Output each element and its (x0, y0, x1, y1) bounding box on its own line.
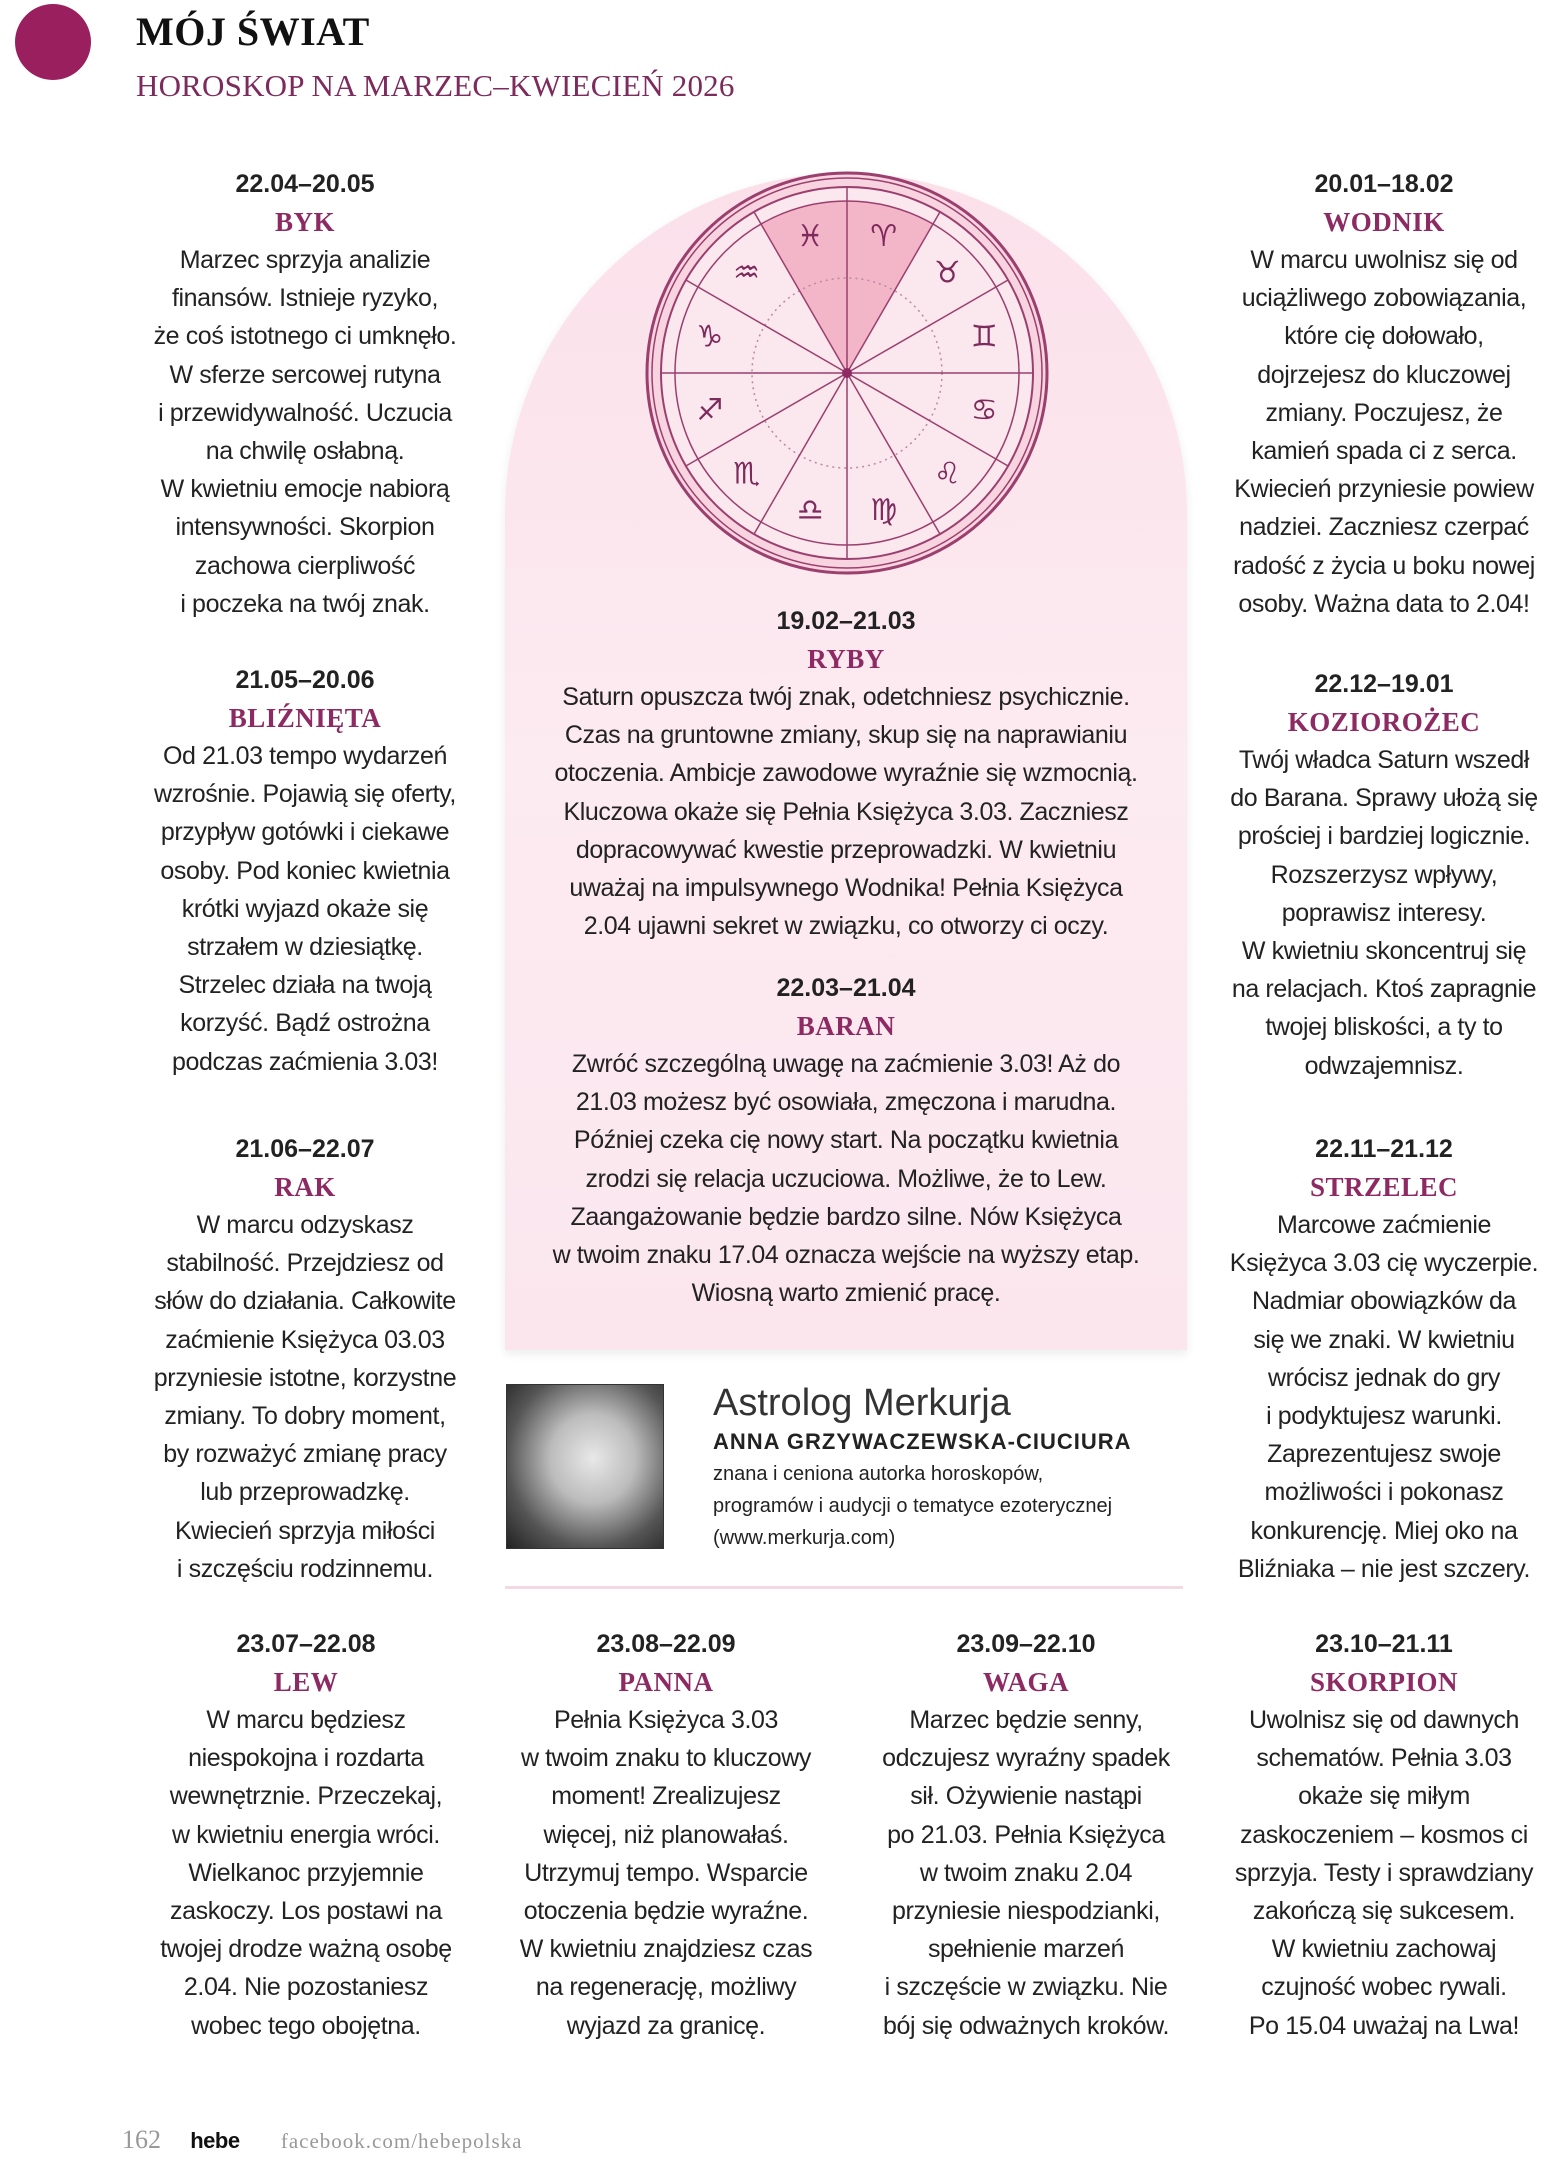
horoscope-ryby (516, 602, 1176, 945)
section-badge (15, 4, 91, 80)
sign-date: 23.07–22.08 (236, 1630, 376, 1658)
sign-name: RAK (274, 1172, 336, 1202)
author-box (713, 1380, 1132, 1554)
sign-name: BLIŹNIĘTA (228, 703, 382, 733)
horoscope-skorpion (1194, 1625, 1550, 2045)
horoscope-wodnik (1184, 165, 1550, 623)
horoscope-waga (841, 1625, 1211, 2045)
zodiac-sign-icon: ♋︎ (970, 392, 998, 428)
zodiac-sign-icon: ♌︎ (933, 456, 961, 492)
sign-text: Marzec sprzyja analizie finansów. Istnieje ryzyko, że coś istotnego ci umknęło. W sferze sercowej rutyna i przewidywalność. Uczucia na chwilę osłabną. W kwietniu emocje nabiorą intensywności. Skorpion zachowa cierpliwość i poczeka na twój znak. (153, 246, 457, 618)
zodiac-sign-icon: ♊︎ (970, 319, 998, 355)
sign-text: Marcowe zaćmienie Księżyca 3.03 cię wyczerpie. Nadmiar obowiązków da się we znaki. W kwietniu wrócisz jednak do gry i podyktujesz warunki. Zaprezentujesz swoje możliwości i pokonasz konkurencję. Miej oko na Bliźniaka – nie jest szczery. (1229, 1211, 1539, 1583)
sign-name: STRZELEC (1309, 1172, 1459, 1202)
zodiac-sign-icon: ♒︎ (733, 255, 761, 291)
zodiac-wheel (642, 168, 1052, 578)
horoscope-strzelec (1184, 1130, 1550, 1588)
horoscope-koziorozec (1184, 665, 1550, 1085)
zodiac-sign-icon: ♈︎ (870, 218, 898, 254)
sign-name: KOZIOROŻEC (1287, 707, 1481, 737)
sign-name: BARAN (796, 1011, 896, 1041)
sign-text: Zwróć szczególną uwagę na zaćmienie 3.03! Aż do 21.03 możesz być osowiała, zmęczona i marudna. Później czeka cię nowy start. Na początku kwietnia zrodzi się relacja uczuciowa. Możliwe, że to Lew. Zaangażowanie będzie bardzo silne. Nów Księżyca w twoim znaku 17.04 oznacza wejście na wyższy etap. Wiosną warto zmienić pracę. (552, 1050, 1140, 1308)
wheel-center-dot (842, 368, 852, 378)
sign-name: RYBY (807, 644, 885, 674)
sign-date: 22.12–19.01 (1314, 670, 1454, 698)
section-title: MÓJ ŚWIAT (136, 9, 370, 54)
magazine-logo: hebe (190, 2128, 240, 2153)
sign-date: 23.09–22.10 (956, 1630, 1096, 1658)
sign-text: Od 21.03 tempo wydarzeń wzrośnie. Pojawią się oferty, przypływ gotówki i ciekawe osoby. Pod koniec kwietnia krótki wyjazd okaże się strzałem w dziesiątkę. Strzelec działa na twoją korzyść. Bądź ostrożna podczas zaćmienia 3.03! (154, 742, 456, 1076)
sign-date: 23.10–21.11 (1315, 1630, 1453, 1658)
zodiac-sign-icon: ♏︎ (733, 456, 761, 492)
horoscope-panna (481, 1625, 851, 2045)
sign-name: PANNA (618, 1667, 714, 1697)
horoscope-bliznieta (95, 661, 515, 1081)
page-title: HOROSKOP NA MARZEC–KWIECIEŃ 2026 (136, 68, 735, 103)
zodiac-sign-icon: ♓︎ (796, 218, 824, 254)
sign-name: LEW (273, 1667, 339, 1697)
horoscope-baran (516, 969, 1176, 1312)
sign-name: WAGA (982, 1667, 1069, 1697)
author-name: ANNA GRZYWACZEWSKA-CIUCIURA (713, 1429, 1132, 1454)
sign-date: 21.06–22.07 (235, 1135, 375, 1163)
author-title: Astrolog Merkurja (713, 1382, 1011, 1424)
sign-date: 22.11–21.12 (1315, 1135, 1453, 1163)
zodiac-sign-icon: ♍︎ (870, 493, 898, 529)
zodiac-sign-icon: ♉︎ (933, 255, 961, 291)
sign-date: 22.04–20.05 (235, 170, 375, 198)
sign-text: W marcu uwolnisz się od uciążliwego zobowiązania, które cię dołowało, dojrzejesz do kluczowej zmiany. Poczujesz, że kamień spada ci z serca. Kwiecień przyniesie powiew nadziei. Zaczniesz czerpać radość z życia u boku nowej osoby. Ważna data to 2.04! (1233, 246, 1535, 618)
sign-text: Saturn opuszcza twój znak, odetchniesz psychicznie. Czas na gruntowne zmiany, skup się na naprawianiu otoczenia. Ambicje zawodowe wyraźnie się wzmocnią. Kluczowa okaże się Pełnia Księżyca 3.03. Zaczniesz dopracowywać kwestie przeprowadzki. W kwietniu uważaj na impulsywnego Wodnika! Pełnia Księżyca 2.04 ujawni sekret w związku, co otworzy ci oczy. (554, 683, 1138, 941)
zodiac-sign-icon: ♐︎ (696, 392, 724, 428)
sign-name: SKORPION (1309, 1667, 1459, 1697)
zodiac-sign-icon: ♎︎ (796, 493, 824, 529)
horoscope-rak (95, 1130, 515, 1588)
sign-text: Uwolnisz się od dawnych schematów. Pełnia 3.03 okaże się miłym zaskoczeniem – kosmos ci sprzyja. Testy i sprawdziany zakończą się sukcesem. W kwietniu zachowaj czujność wobec rywali. Po 15.04 uważaj na Lwa! (1234, 1706, 1534, 2040)
sign-date: 20.01–18.02 (1314, 170, 1454, 198)
sign-name: WODNIK (1323, 207, 1445, 237)
sign-text: Marzec będzie senny, odczujesz wyraźny spadek sił. Ożywienie nastąpi po 21.03. Pełnia Księżyca w twoim znaku 2.04 przyniesie niespodzianki, spełnienie marzeń i szczęście w związku. Nie bój się odważnych kroków. (882, 1706, 1170, 2040)
horoscope-byk (95, 165, 515, 623)
sign-name: BYK (274, 207, 335, 237)
divider (505, 1586, 1183, 1589)
sign-text: W marcu odzyskasz stabilność. Przejdziesz od słów do działania. Całkowite zaćmienie Księżyca 03.03 przyniesie istotne, korzystne zmiany. To dobry moment, by rozważyć zmianę pracy lub przeprowadzkę. Kwiecień sprzyja miłości i szczęściu rodzinnemu. (153, 1211, 457, 1583)
sign-date: 22.03–21.04 (776, 974, 916, 1002)
page-footer (122, 2124, 523, 2155)
zodiac-sign-icon: ♑︎ (696, 319, 724, 355)
facebook-link[interactable]: facebook.com/hebepolska (280, 2129, 523, 2153)
author-description: znana i ceniona autorka horoskopów, programów i audycji o tematyce ezoterycznej (www.merkurja.com) (713, 1463, 1113, 1549)
page-number: 162 (122, 2125, 161, 2154)
sign-text: Pełnia Księżyca 3.03 w twoim znaku to kluczowy moment! Zrealizujesz więcej, niż planowałaś. Utrzymuj tempo. Wsparcie otoczenia będzie wyraźne. W kwietniu znajdziesz czas na regenerację, możliwy wyjazd za granicę. (519, 1706, 813, 2040)
sign-date: 23.08–22.09 (596, 1630, 736, 1658)
author-photo (506, 1384, 664, 1549)
sign-date: 19.02–21.03 (776, 607, 916, 635)
horoscope-lew (121, 1625, 491, 2045)
sign-text: W marcu będziesz niespokojna i rozdarta wewnętrznie. Przeczekaj, w kwietniu energia wróci. Wielkanoc przyjemnie zaskoczy. Los postawi na twojej drodze ważną osobę 2.04. Nie pozostaniesz wobec tego obojętna. (160, 1706, 452, 2040)
sign-date: 21.05–20.06 (235, 666, 375, 694)
sign-text: Twój władca Saturn wszedł do Barana. Sprawy ułożą się prościej i bardziej logicznie. Rozszerzysz wpływy, poprawisz interesy. W kwietniu skoncentruj się na relacjach. Ktoś zapragnie twojej bliskości, a ty to odwzajemnisz. (1230, 746, 1538, 1080)
